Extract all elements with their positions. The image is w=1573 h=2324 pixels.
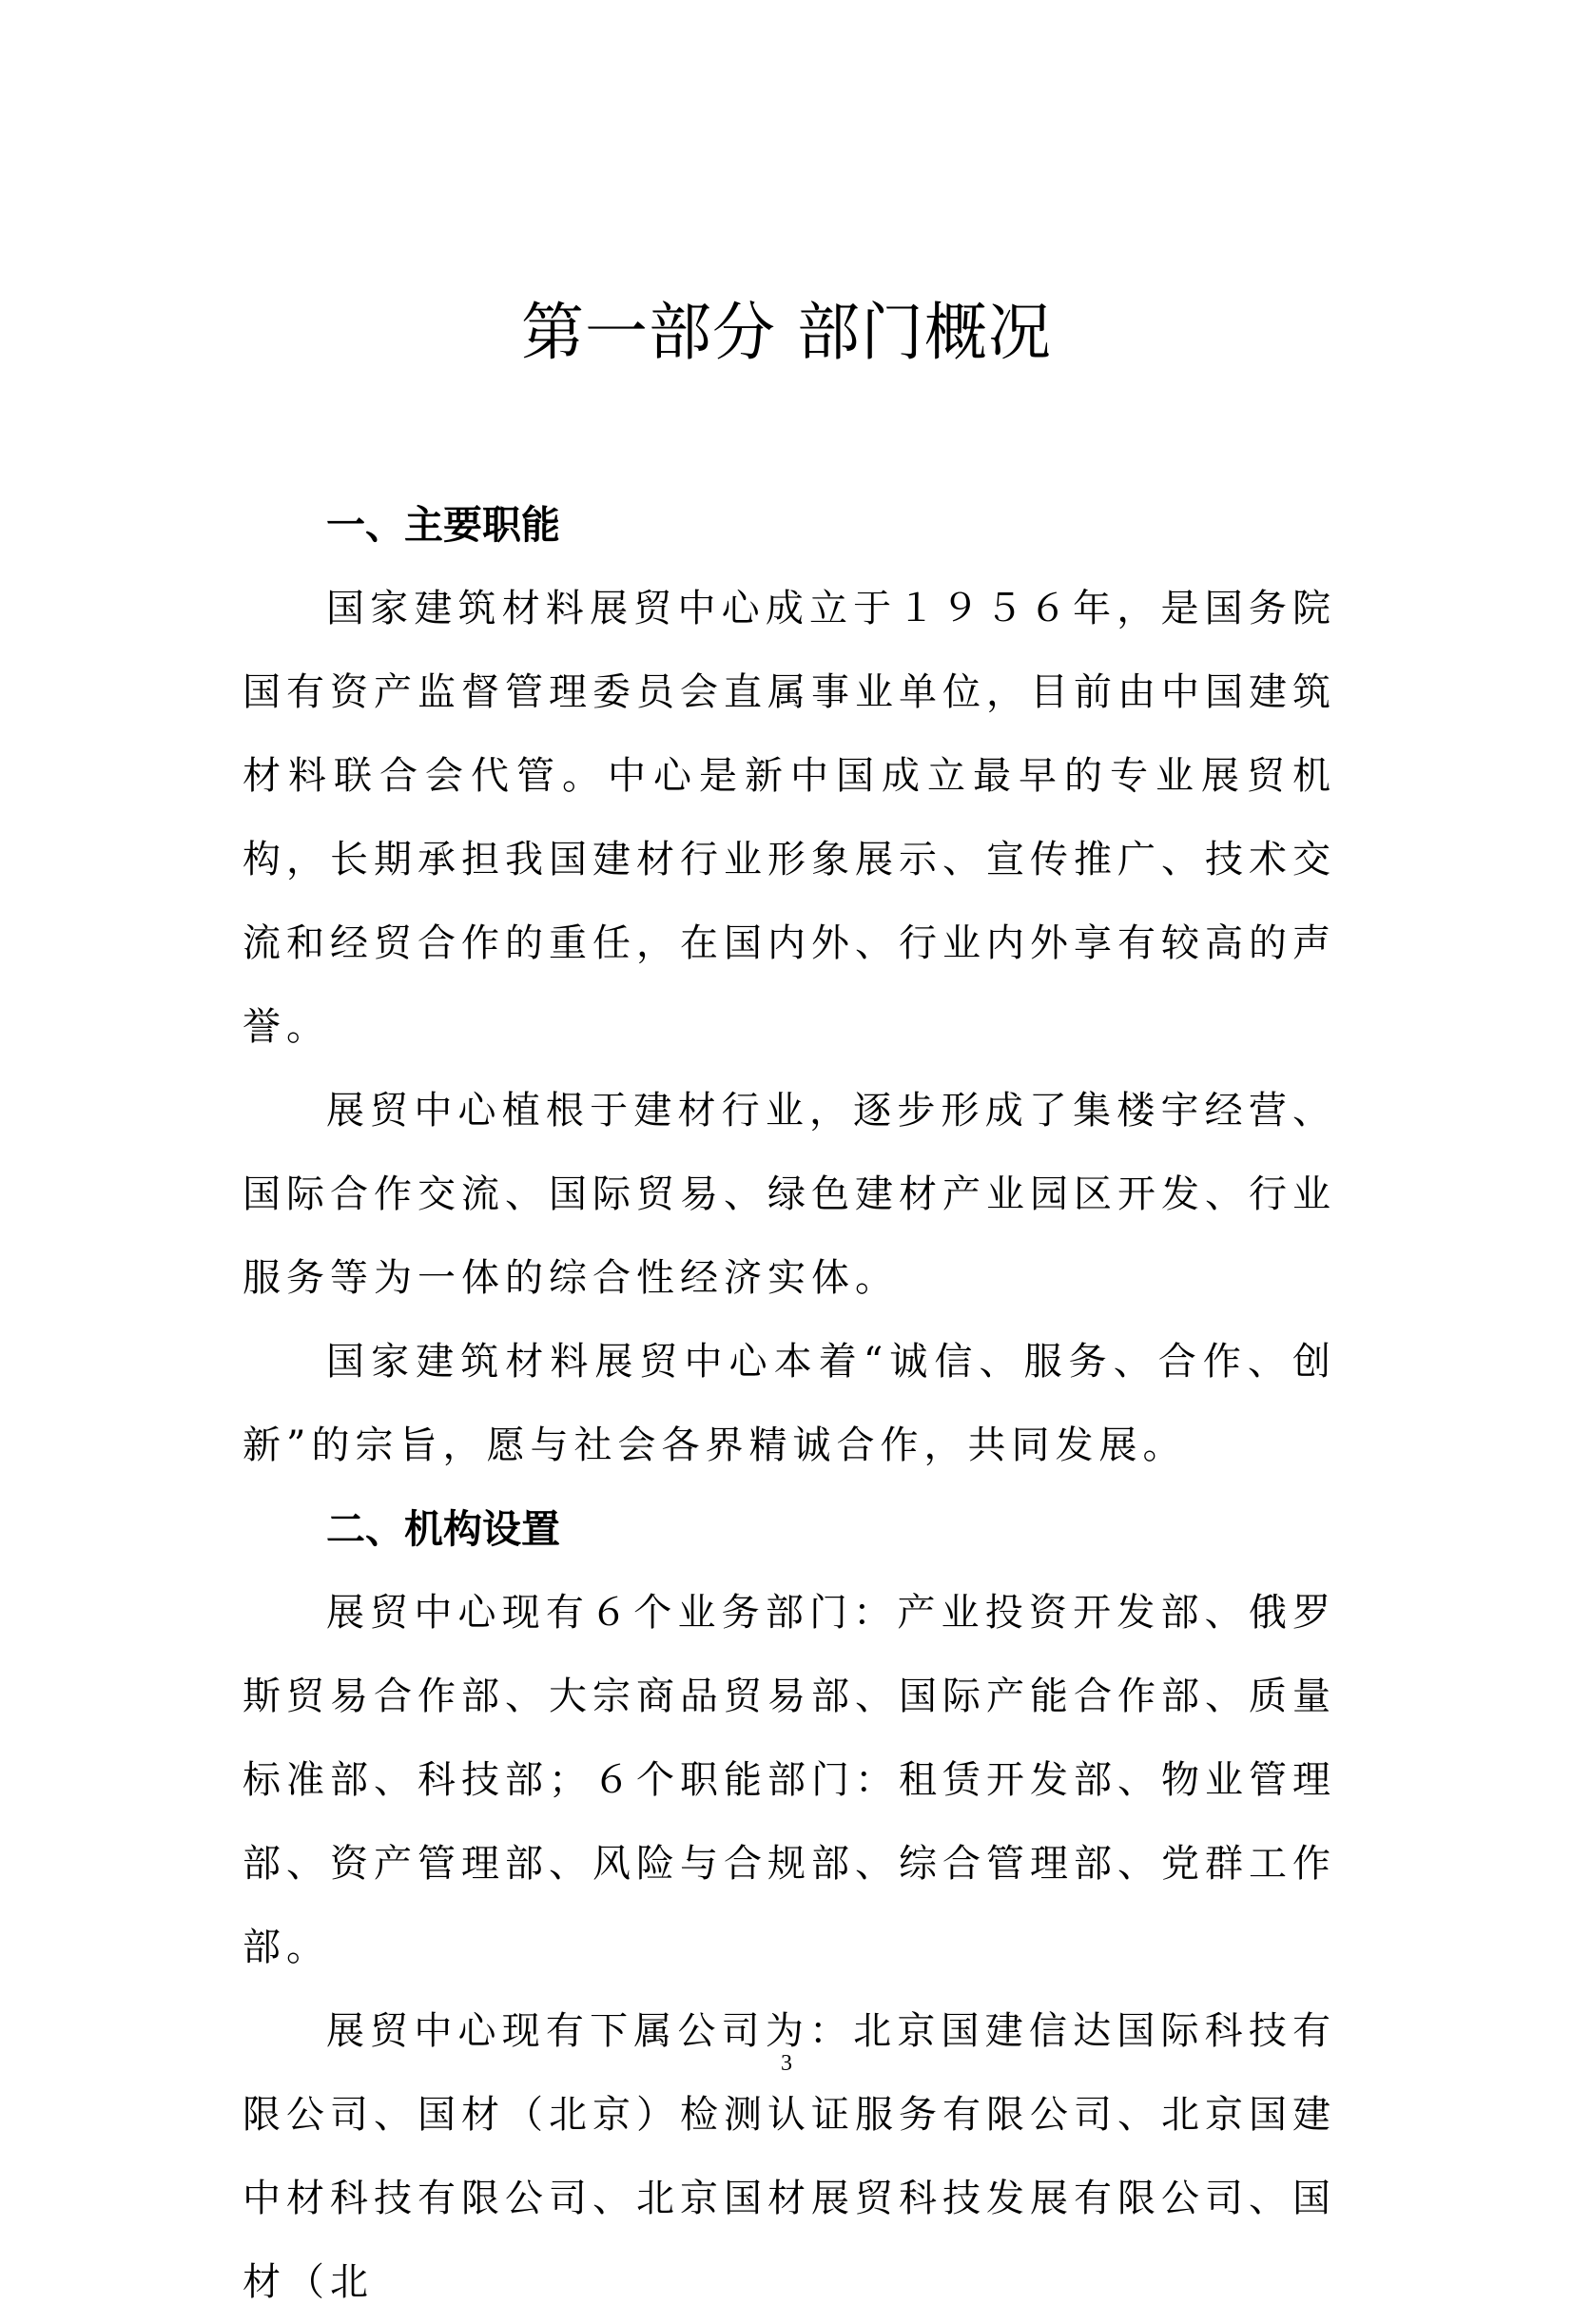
paragraph: 国家建筑材料展贸中心本着“诚信、服务、合作、创新”的宗旨，愿与社会各界精诚合作，共同发展。 bbox=[243, 1340, 1336, 1467]
section-main-functions bbox=[243, 483, 1336, 1487]
paragraph: 展贸中心现有下属公司为：北京国建信达国际科技有限公司、国材（北京）检测认证服务有限公司、北京国建中材科技有限公司、北京国材展贸科技发展有限公司、国材（北 bbox=[243, 2009, 1336, 2304]
section-heading: 二、机构设置 bbox=[326, 1506, 560, 1552]
paragraph: 国家建筑材料展贸中心成立于１９５６年，是国务院国有资产监督管理委员会直属事业单位，目前由中国建筑材料联合会代管。中心是新中国成立最早的专业展贸机构，长期承担我国建材行业形象展示、宣传推广、技术交流和经贸合作的重任，在国内外、行业内外享有较高的声誉。 bbox=[243, 587, 1336, 1049]
page-number: 3 bbox=[781, 2051, 792, 2076]
section-organization bbox=[243, 1487, 1336, 2324]
page-title: 第一部分 部门概况 bbox=[521, 296, 1052, 369]
paragraph: 展贸中心植根于建材行业，逐步形成了集楼宇经营、国际合作交流、国际贸易、绿色建材产业园区开发、行业服务等为一体的综合性经济实体。 bbox=[243, 1089, 1336, 1300]
document-body bbox=[243, 483, 1336, 2324]
section-heading: 一、主要职能 bbox=[326, 502, 560, 548]
paragraph: 展贸中心现有６个业务部门：产业投资开发部、俄罗斯贸易合作部、大宗商品贸易部、国际产能合作部、质量标准部、科技部；６个职能部门：租赁开发部、物业管理部、资产管理部、风险与合规部、综合管理部、党群工作部。 bbox=[243, 1591, 1336, 1969]
